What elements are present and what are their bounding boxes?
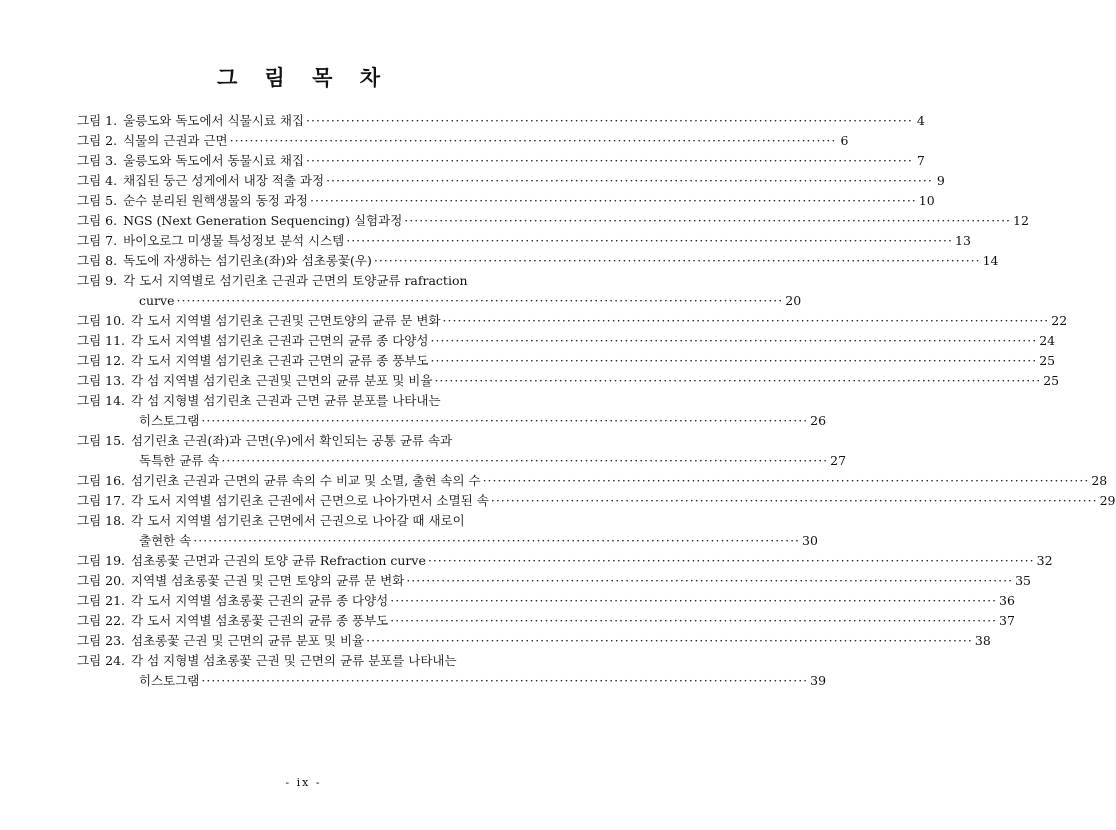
entry-page: 29 [1099, 493, 1116, 508]
entry-page: 35 [1015, 573, 1031, 588]
entry-page: 6 [840, 133, 849, 148]
entry-page: 14 [982, 253, 999, 268]
toc-entry[interactable] [77, 511, 818, 551]
entry-title-continued: 독특한 균류 속 [139, 453, 220, 468]
entry-number: 그림 11. [77, 333, 126, 348]
entry-title: 섬기린초 근권과 근면의 균류 속의 수 비교 및 소멸, 출현 속의 수 [131, 473, 481, 488]
entry-number: 그림 16. [77, 473, 126, 488]
leader-dots [201, 671, 808, 691]
entry-page: 20 [785, 293, 802, 308]
entry-page: 38 [974, 633, 991, 648]
toc-entry[interactable] [77, 251, 999, 271]
leader-dots [366, 631, 973, 651]
entry-page: 9 [936, 173, 945, 188]
entry-page: 27 [830, 453, 847, 468]
entry-page: 4 [916, 113, 925, 128]
entry-title: 섬초롱꽃 근권 및 근면의 균류 분포 및 비율 [131, 633, 365, 648]
toc-entry[interactable] [77, 491, 1116, 511]
leader-dots [221, 451, 828, 471]
entry-number: 그림 15. [77, 433, 126, 448]
toc-entry[interactable] [77, 571, 1031, 591]
leader-dots [230, 131, 837, 151]
entry-page: 24 [1039, 333, 1056, 348]
entry-number: 그림 22. [77, 613, 126, 628]
toc-entry[interactable] [77, 191, 935, 211]
toc-entry[interactable] [77, 611, 1015, 631]
leader-dots [430, 351, 1037, 371]
toc-entry[interactable] [77, 151, 925, 171]
entry-title: 각 도서 지역별 섬기린초 근권과 근면의 균류 종 풍부도 [131, 353, 429, 368]
entry-page: 10 [918, 193, 935, 208]
entry-page: 12 [1013, 213, 1029, 228]
leader-dots [374, 251, 981, 271]
entry-number: 그림 18. [77, 513, 126, 528]
entry-title: 독도에 자생하는 섬기린초(좌)와 섬초롱꽃(우) [123, 253, 372, 268]
entry-number: 그림 5. [77, 193, 118, 208]
leader-dots [443, 311, 1050, 331]
entry-title: 각 도서 지역별 섬초롱꽃 근권의 균류 종 풍부도 [131, 613, 389, 628]
entry-title: 울릉도와 독도에서 동물시료 채집 [123, 153, 305, 168]
entry-number: 그림 1. [77, 113, 118, 128]
entry-number: 그림 12. [77, 353, 126, 368]
entry-page: 22 [1051, 313, 1068, 328]
entry-title: 각 섬 지형별 섬기린초 근권과 근면 균류 분포를 나타내는 [131, 393, 441, 408]
entry-number: 그림 8. [77, 253, 118, 268]
leader-dots [201, 411, 808, 431]
leader-dots [306, 151, 913, 171]
entry-page: 39 [810, 673, 827, 688]
entry-title: 각 도서 지역별로 섬기린초 근권과 근면의 토양균류 rafraction [123, 273, 468, 288]
entry-number: 그림 9. [77, 273, 118, 288]
entry-title: 섬기린초 근권(좌)과 근면(우)에서 확인되는 공통 균류 속과 [131, 433, 453, 448]
entry-number: 그림 13. [77, 373, 126, 388]
entry-number: 그림 4. [77, 173, 118, 188]
entry-number: 그림 7. [77, 233, 118, 248]
leader-dots [306, 111, 913, 131]
entry-number: 그림 10. [77, 313, 126, 328]
entry-page: 13 [955, 233, 971, 248]
entry-page: 26 [810, 413, 827, 428]
leader-dots [193, 531, 800, 551]
entry-number: 그림 6. [77, 213, 118, 228]
leader-dots [346, 231, 953, 251]
leader-dots [390, 591, 997, 611]
entry-title: 각 섬 지역별 섬기린초 근권및 근면의 균류 분포 및 비율 [131, 373, 433, 388]
entry-title: 각 도서 지역별 섬기린초 근권에서 근면으로 나아가면서 소멸된 속 [131, 493, 489, 508]
leader-dots [483, 471, 1090, 491]
entry-number: 그림 20. [77, 573, 126, 588]
toc-entry[interactable] [77, 271, 802, 311]
entry-title: 식물의 근권과 근면 [123, 133, 228, 148]
toc-entry[interactable] [77, 551, 1053, 571]
page-title: 그 림 목 차 [216, 66, 391, 90]
entry-title: 각 섬 지형별 섬초롱꽃 근권 및 근면의 균류 분포를 나타내는 [131, 653, 457, 668]
entry-page: 36 [999, 593, 1015, 608]
entry-title-continued: 히스토그램 [139, 413, 200, 428]
leader-dots [177, 291, 784, 311]
entry-number: 그림 24. [77, 653, 126, 668]
entry-title: 각 도서 지역별 섬기린초 근권과 근면의 균류 종 다양성 [131, 333, 429, 348]
entry-page: 7 [916, 153, 925, 168]
entry-title: 순수 분리된 원핵생물의 동정 과정 [123, 193, 309, 208]
entry-number: 그림 19. [77, 553, 126, 568]
entry-number: 그림 21. [77, 593, 126, 608]
toc-entry[interactable] [77, 431, 847, 471]
entry-title: 울릉도와 독도에서 식물시료 채집 [123, 113, 305, 128]
entry-number: 그림 2. [77, 133, 118, 148]
leader-dots [406, 571, 1013, 591]
toc-entry[interactable] [77, 231, 971, 251]
entry-title: 바이오로그 미생물 특성정보 분석 시스템 [123, 233, 345, 248]
entry-title: 섬초롱꽃 근면과 근권의 토양 균류 Refraction curve [131, 553, 426, 568]
entry-title: 지역별 섬초롱꽃 근권 및 근면 토양의 균류 문 변화 [131, 573, 405, 588]
toc-entry[interactable] [77, 471, 1108, 491]
leader-dots [404, 211, 1011, 231]
toc-entry[interactable] [77, 591, 1015, 611]
leader-dots [310, 191, 917, 211]
page-number-footer: - ix - [285, 776, 322, 789]
toc-entry[interactable] [77, 131, 849, 151]
leader-dots [430, 331, 1037, 351]
leader-dots [390, 611, 997, 631]
entry-page: 37 [999, 613, 1015, 628]
entry-title-continued: curve [139, 293, 175, 308]
leader-dots [434, 371, 1041, 391]
entry-title: 각 도서 지역별 섬초롱꽃 근권의 균류 종 다양성 [131, 593, 389, 608]
entry-title-continued: 히스토그램 [139, 673, 200, 688]
entry-title: NGS (Next Generation Sequencing) 실험과정 [123, 213, 403, 228]
toc-entry[interactable] [77, 631, 991, 651]
entry-title-continued: 출현한 속 [139, 533, 192, 548]
entry-number: 그림 23. [77, 633, 126, 648]
toc-entry[interactable] [77, 211, 1029, 231]
toc-entry[interactable] [77, 331, 1056, 351]
toc-entry[interactable] [77, 311, 1068, 331]
entry-title: 각 도서 지역별 섬기린초 근권및 근면토양의 균류 문 변화 [131, 313, 441, 328]
leader-dots [326, 171, 933, 191]
entry-title: 각 도서 지역별 섬기린초 근면에서 근권으로 나아갈 때 새로이 [131, 513, 465, 528]
entry-page: 28 [1091, 473, 1108, 488]
entry-number: 그림 3. [77, 153, 118, 168]
entry-page: 25 [1043, 373, 1060, 388]
leader-dots [491, 491, 1098, 511]
leader-dots [428, 551, 1035, 571]
entry-number: 그림 17. [77, 493, 126, 508]
toc-entry[interactable] [77, 111, 925, 131]
table-of-figures [77, 111, 1116, 691]
entry-page: 32 [1036, 553, 1053, 568]
toc-entry[interactable] [77, 351, 1056, 371]
entry-number: 그림 14. [77, 393, 126, 408]
entry-page: 30 [802, 533, 818, 548]
toc-entry[interactable] [77, 171, 945, 191]
toc-entry[interactable] [77, 651, 827, 691]
entry-title: 채집된 둥근 성게에서 내장 적출 과정 [123, 173, 325, 188]
toc-entry[interactable] [77, 391, 827, 431]
toc-entry[interactable] [77, 371, 1060, 391]
entry-page: 25 [1039, 353, 1056, 368]
